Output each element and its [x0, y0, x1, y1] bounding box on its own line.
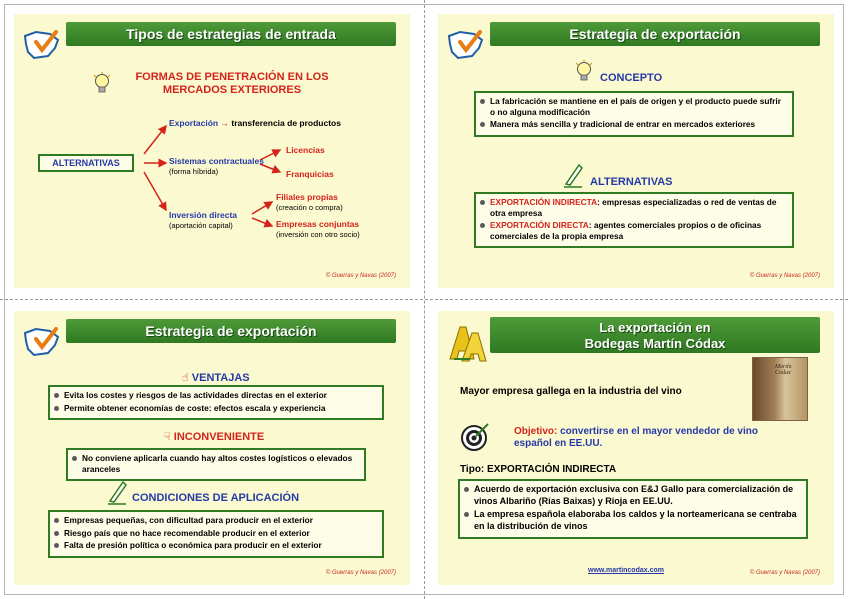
thumbs-up-icon: ☝ [182, 372, 189, 384]
target-icon [460, 422, 490, 452]
exportacion-row: Exportación → transferencia de productos [169, 118, 341, 128]
list-item: Empresas pequeñas, con dificultad para producir en el exterior [64, 515, 377, 526]
list-item: Manera más sencilla y tradicional de entrar en mercados exteriores [490, 119, 787, 130]
inconveniente-box [66, 448, 366, 481]
photo-label: Martín Códax [775, 364, 792, 376]
list-item: Permite obtener economías de coste: efectos escala y experiencia [64, 403, 377, 414]
inversion-desc: (aportación capital) [169, 221, 233, 230]
section-heading: FORMAS DE PENETRACIÓN EN LOS MERCADOS EXTERIORES [135, 71, 329, 96]
slide-tipos-estrategias [14, 14, 410, 288]
tipo-label: Tipo: EXPORTACIÓN INDIRECTA [460, 464, 617, 475]
pencil-icon [562, 162, 584, 188]
lightbulb-icon [574, 60, 594, 86]
list-item: Acuerdo de exportación exclusiva con E&J Gallo para comercialización de vinos Albariño (Rías Baixas) y Rioja en EE.UU. [474, 484, 801, 507]
list-item: La fabricación se mantiene en el país de origen y el producto puede sufrir o no alguna modificación [490, 96, 787, 117]
alternatives-box: ALTERNATIVAS [38, 154, 134, 172]
slide-title: Estrategia de exportación [490, 22, 820, 46]
licencias-label: Licencias [286, 145, 325, 155]
sistemas-label: Sistemas contractuales [169, 156, 264, 166]
list-item: Evita los costes y riesgos de las actividades directas en el exterior [64, 390, 377, 401]
concepto-heading: CONCEPTO [600, 72, 663, 84]
thumbs-down-icon: ☟ [164, 431, 171, 443]
inversion-label: Inversión directa [169, 210, 238, 220]
wine-bottle-photo [752, 357, 808, 421]
list-item: EXPORTACIÓN INDIRECTA: empresas especializadas o red de ventas de otra empresa [490, 197, 787, 218]
condiciones-heading: CONDICIONES DE APLICACIÓN [132, 492, 300, 504]
list-item: Riesgo país que no hace recomendable producir en el exterior [64, 528, 377, 539]
slide-estrategia-exportacion-ventajas [14, 311, 410, 585]
concepto-box [474, 91, 794, 137]
empresas-desc: (inversión con otro socio) [276, 230, 360, 239]
filiales-desc: (creación o compra) [276, 203, 343, 212]
slide-title: Tipos de estrategias de entrada [66, 22, 396, 46]
ventajas-heading: ☝ VENTAJAS [182, 372, 250, 384]
alternativas-heading: ALTERNATIVAS [590, 176, 673, 188]
copyright: © Guerras y Navas (2007) [749, 570, 820, 576]
branch-arrows [14, 14, 410, 288]
pencil-icon [106, 479, 128, 505]
condiciones-box [48, 510, 384, 558]
spain-map-logo-icon [22, 323, 62, 359]
copyright: © Guerras y Navas (2007) [325, 273, 396, 279]
slide-title: La exportación en Bodegas Martín Códax [490, 317, 820, 353]
horizontal-cut-line [0, 299, 848, 300]
empresas-label: Empresas conjuntas [276, 219, 360, 229]
inconveniente-heading: ☟ INCONVENIENTE [164, 431, 265, 443]
mayor-empresa: Mayor empresa gallega en la industria del vino [460, 386, 682, 397]
objetivo-text: Objetivo: convertirse en el mayor vendedor de vino español en EE.UU. [514, 426, 758, 449]
copyright: © Guerras y Navas (2007) [749, 273, 820, 279]
alternativas-box [474, 192, 794, 248]
aa-logo-icon [448, 323, 488, 363]
list-item: Falta de presión política o económica para producir en el exterior [64, 540, 377, 551]
tipo-box [458, 479, 808, 539]
copyright: © Guerras y Navas (2007) [325, 570, 396, 576]
filiales-label: Filiales propias [276, 192, 338, 202]
list-item: No conviene aplicarla cuando hay altos costes logísticos o elevados aranceles [82, 453, 359, 474]
list-item: EXPORTACIÓN DIRECTA: agentes comerciales propios o de oficinas comerciales de la propia empresa [490, 220, 787, 241]
spain-map-logo-icon [446, 26, 486, 62]
list-item: La empresa española elaboraba los caldos y la norteamericana se centraba en la distribución de vinos [474, 509, 801, 532]
franquicias-label: Franquicias [286, 169, 334, 179]
martin-codax-link[interactable]: www.martincodax.com [588, 567, 664, 574]
slide-estrategia-exportacion-concepto [438, 14, 834, 288]
ventajas-box [48, 385, 384, 420]
slide-title: Estrategia de exportación [66, 319, 396, 343]
sistemas-desc: (forma híbrida) [169, 167, 219, 176]
slide-martin-codax [438, 311, 834, 585]
